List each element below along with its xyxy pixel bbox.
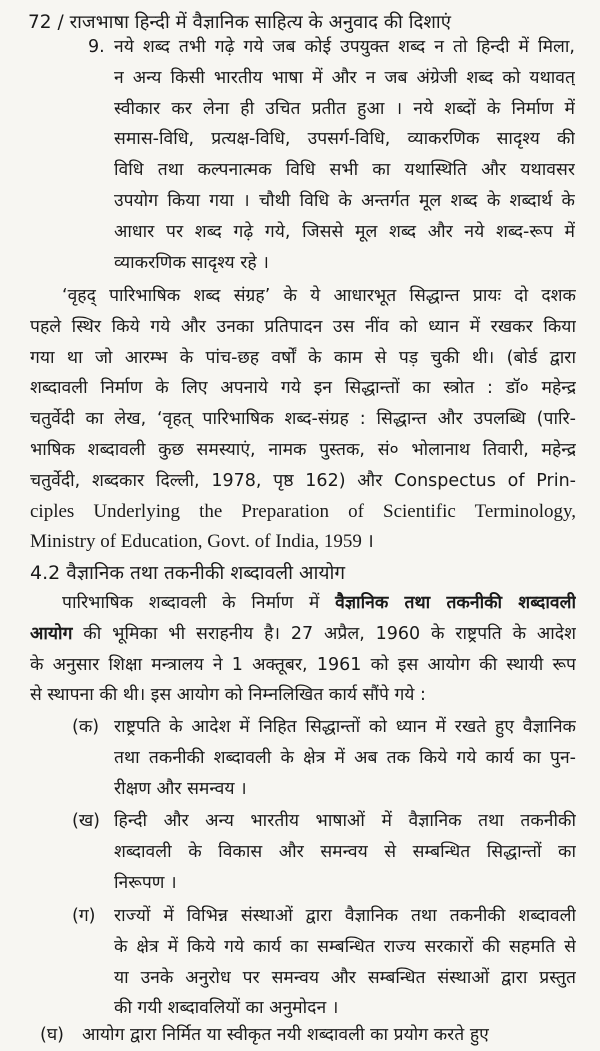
text-line: न अन्य किसी भारतीय भाषा में और न जब अंग्रेजी शब्द को यथावत् [114,67,575,88]
text-line: शब्दावली निर्माण के लिए अपनाये गये इन सिद्धान्तों का स्त्रोत : डॉ० महेन्द्र [30,378,576,399]
item-number: 9. [88,37,105,57]
header-separator: / [57,12,64,33]
text-line: राष्ट्रपति के आदेश में निहित सिद्धान्तों को ध्यान में रखते हुए वैज्ञानिक [114,717,576,737]
text-line: के क्षेत्र में किये गये कार्य का सम्बन्धित राज्य सरकारों की सहमति से [114,936,576,957]
text-line: रीक्षण और समन्वय । [114,778,247,799]
item-9-text [114,32,575,278]
text-line: चतुर्वेदी का लेख, ‘वृहत् पारिभाषिक शब्द-संग्रह : सिद्धान्त और उपलब्धि (पारि- [30,409,576,430]
text-line: की गयी शब्दावलियों का अनुमोदन । [114,998,339,1019]
text-span: पारिभाषिक शब्दावली के निर्माण में [62,593,336,613]
text-line: आधार पर शब्द गढ़े गये, जिससे मूल शब्द और नये शब्द-रूप में [114,221,575,242]
text-line [62,588,576,619]
text-line: Ministry of Education, Govt. of India, 1959 । [30,531,374,553]
text-line: समास-विधि, प्रत्यक्ष-विधि, उपसर्ग-विधि, व्याकरणिक सादृश्य की [114,129,575,150]
text-line: हिन्दी और अन्य भारतीय भाषाओं में वैज्ञानिक तथा तकनीकी [114,811,576,831]
text-line: स्वीकार कर लेना ही उचित प्रतीत हुआ । नये शब्दों के निर्माण में [114,98,575,119]
text-line: चतुर्वेदी, शब्दकार दिल्ली, 1978, पृष्ठ 162) और Conspectus of Prin- [30,470,576,491]
page-number: 72 [28,12,52,33]
text-line: के अनुसार शिक्षा मन्त्रालय ने 1 अक्तूबर, 1961 को इस आयोग की स्थायी रूप [30,654,576,675]
text-line: उपयोग किया गया । चौथी विधि के अन्तर्गत मूल शब्द के शब्दार्थ के [114,190,575,211]
text-line: या उनके अनुरोध पर समन्वय और सम्बन्धित संस्थाओं द्वारा प्रस्तुत [114,967,576,988]
text-line: गया था जो आरम्भ के पांच-छह वर्षों के काम से पड़ चुकी थी। (बोर्ड द्वारा [30,347,576,368]
text-line: विधि तथा कल्पनात्मक विधि सभी का यथास्थिति और यथावसर [114,160,575,181]
text-line: व्याकरणिक सादृश्य रहे । [114,252,269,273]
text-line: तथा तकनीकी शब्दावली के क्षेत्र में अब तक किये गये कार्य का पुन- [114,747,576,768]
section-heading: 4.2 वैज्ञानिक तथा तकनीकी शब्दावली आयोग [30,562,346,584]
text-line: निरूपण । [114,872,177,893]
paragraph-1 [30,281,576,558]
text-line: पहले स्थिर किये गये और उनका प्रतिपादन उस नींव को ध्यान में रखकर किया [30,316,576,337]
list-marker: (क) [72,717,100,737]
list-marker: (ख) [72,811,100,831]
text-line [30,619,576,650]
text-line: नये शब्द तभी गढ़े गये जब कोई उपयुक्त शब्द न तो हिन्दी में मिला, [114,37,575,57]
bold-text: वैज्ञानिक तथा तकनीकी शब्दावली [335,593,576,613]
text-line: शब्दावली के विकास और समन्वय से सम्बन्धित सिद्धान्तों का [114,841,576,862]
text-line: आयोग द्वारा निर्मित या स्वीकृत नयी शब्दावली का प्रयोग करते हुए [82,1025,489,1045]
list-marker: (घ) [40,1025,64,1045]
book-title: राजभाषा हिन्दी में वैज्ञानिक साहित्य के अनुवाद की दिशाएं [69,12,451,33]
bold-text: आयोग [30,623,73,644]
list-marker: (ग) [72,906,96,926]
text-span: की भूमिका भी सराहनीय है। 27 अप्रैल, 1960 के राष्ट्रपति के आदेश [72,623,576,644]
paragraph-2 [30,588,576,711]
text-line: भाषिक शब्दावली कुछ समस्याएं, नामक पुस्तक, सं० भोलानाथ तिवारी, महेन्द्र [30,439,576,460]
text-line: राज्यों में विभिन्न संस्थाओं द्वारा वैज्ञानिक तथा तकनीकी शब्दावली [114,906,576,926]
text-line: से स्थापना की थी। इस आयोग को निम्नलिखित कार्य सौंपे गये : [30,685,426,706]
text-line: ‘वृहद् पारिभाषिक शब्द संग्रह’ के ये आधारभूत सिद्धान्त प्रायः दो दशक [62,286,576,306]
text-line: ciples Underlying the Preparation of Scientific Terminology, [30,500,576,522]
